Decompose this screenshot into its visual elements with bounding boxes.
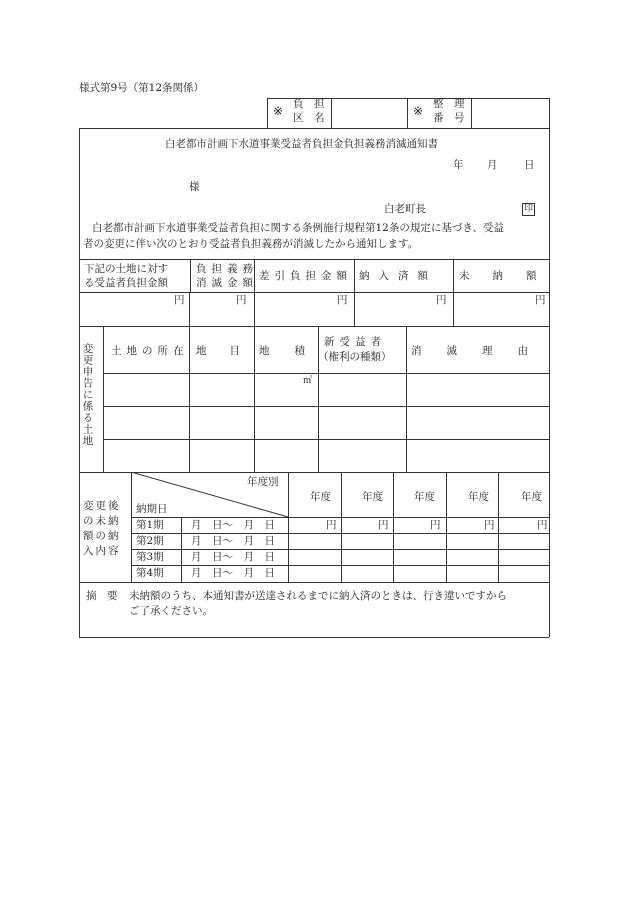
period-label-1: 第1期 — [136, 519, 164, 531]
schedule-yen-2: 円 — [378, 519, 389, 531]
schedule-yen-4: 円 — [484, 519, 495, 531]
amount-col5-header: 未納額 — [459, 270, 560, 282]
amount-col4-yen: 円 — [436, 294, 447, 306]
schedule-yen-5: 円 — [537, 519, 548, 531]
new-beneficiary-header-1: 新受益者 — [324, 336, 386, 348]
schedule-side-label-1: 変更後 — [83, 500, 121, 512]
body-text-line-2: 者の変更に伴い次のとおり受益者負担義務が消滅したから通知します。 — [83, 238, 419, 250]
extinction-reason-header: 消滅理由 — [411, 345, 553, 357]
diagonal-header-line — [131, 472, 289, 518]
amount-col5-yen: 円 — [535, 294, 546, 306]
by-year-label: 年度別 — [247, 476, 279, 488]
date-month: 月 — [487, 159, 498, 171]
amount-col4-header: 納入済額 — [359, 270, 437, 282]
land-side-label: 変更申告に係る土地 — [81, 343, 94, 447]
body-text-line-1: 白老都市計画下水道事業受益者負担に関する条例施行規程第12条の規定に基づき、受益 — [92, 222, 504, 234]
issuer-name: 白老町長 — [384, 203, 426, 215]
fiscal-year-4: 年度 — [468, 491, 489, 503]
amount-col1-header-1: 下記の土地に対す — [84, 263, 168, 275]
amount-col2-header-1: 負担義務 — [196, 263, 258, 275]
note-label: 摘 要 — [86, 590, 118, 602]
period-range-3: 月 日～ 月 日 — [191, 551, 275, 563]
period-range-4: 月 日～ 月 日 — [191, 567, 275, 579]
amount-col2-yen: 円 — [236, 294, 247, 306]
serial-number-field[interactable] — [471, 99, 548, 126]
schedule-side-label-3: 額の納 — [83, 530, 121, 542]
amount-col1-header-2: る受益者負担金額 — [84, 277, 168, 289]
burden-area-field[interactable] — [331, 99, 407, 126]
date-year: 年 — [453, 159, 464, 171]
addressee-suffix: 様 — [189, 181, 200, 193]
serial-label-2: 番 号 — [433, 112, 465, 124]
fiscal-year-5: 年度 — [521, 491, 542, 503]
amount-col3-yen: 円 — [337, 294, 348, 306]
note-text-line-2: ご了承ください。 — [129, 605, 213, 617]
period-range-2: 月 日～ 月 日 — [191, 535, 275, 547]
period-label-4: 第4期 — [136, 567, 164, 579]
sqm-unit: ㎡ — [303, 376, 313, 386]
fiscal-year-2: 年度 — [362, 491, 383, 503]
period-label-3: 第3期 — [136, 551, 164, 563]
amount-col3-header: 差引負担金額 — [259, 270, 352, 282]
fiscal-year-1: 年度 — [310, 491, 331, 503]
burden-area-label-2: 区 名 — [293, 112, 325, 124]
land-location-header: 土地の所在 — [111, 345, 189, 357]
seal-mark: 印 — [523, 204, 533, 214]
amount-col1-yen: 円 — [174, 294, 185, 306]
schedule-side-label-2: の未納 — [83, 515, 121, 527]
form-number: 様式第9号（第12条関係） — [79, 82, 205, 94]
schedule-yen-3: 円 — [430, 519, 441, 531]
amount-col2-header-2: 消滅金額 — [196, 277, 258, 289]
serial-label-1: 整 理 — [433, 98, 465, 110]
document-title: 白老都市計画下水道事業受益者負担金負担義務消滅通知書 — [165, 138, 438, 150]
period-range-1: 月 日～ 月 日 — [191, 519, 275, 531]
burden-area-label-1: 負 担 — [293, 98, 325, 110]
fiscal-year-3: 年度 — [414, 491, 435, 503]
schedule-side-label-4: 入内容 — [83, 545, 121, 557]
kome-mark: ※ — [273, 104, 284, 118]
note-text-line-1: 未納額のうち、本通知書が送達されるまでに納入済のときは、行き違いですから — [129, 590, 507, 602]
kome-mark-2: ※ — [413, 104, 424, 118]
schedule-yen-1: 円 — [326, 519, 337, 531]
new-beneficiary-header-2: （権利の種類） — [318, 351, 392, 363]
period-label-2: 第2期 — [136, 535, 164, 547]
due-date-label: 納期日 — [136, 503, 168, 515]
land-category-header: 地目 — [196, 345, 263, 357]
land-area-header: 地積 — [259, 345, 330, 357]
date-day: 日 — [524, 159, 535, 171]
